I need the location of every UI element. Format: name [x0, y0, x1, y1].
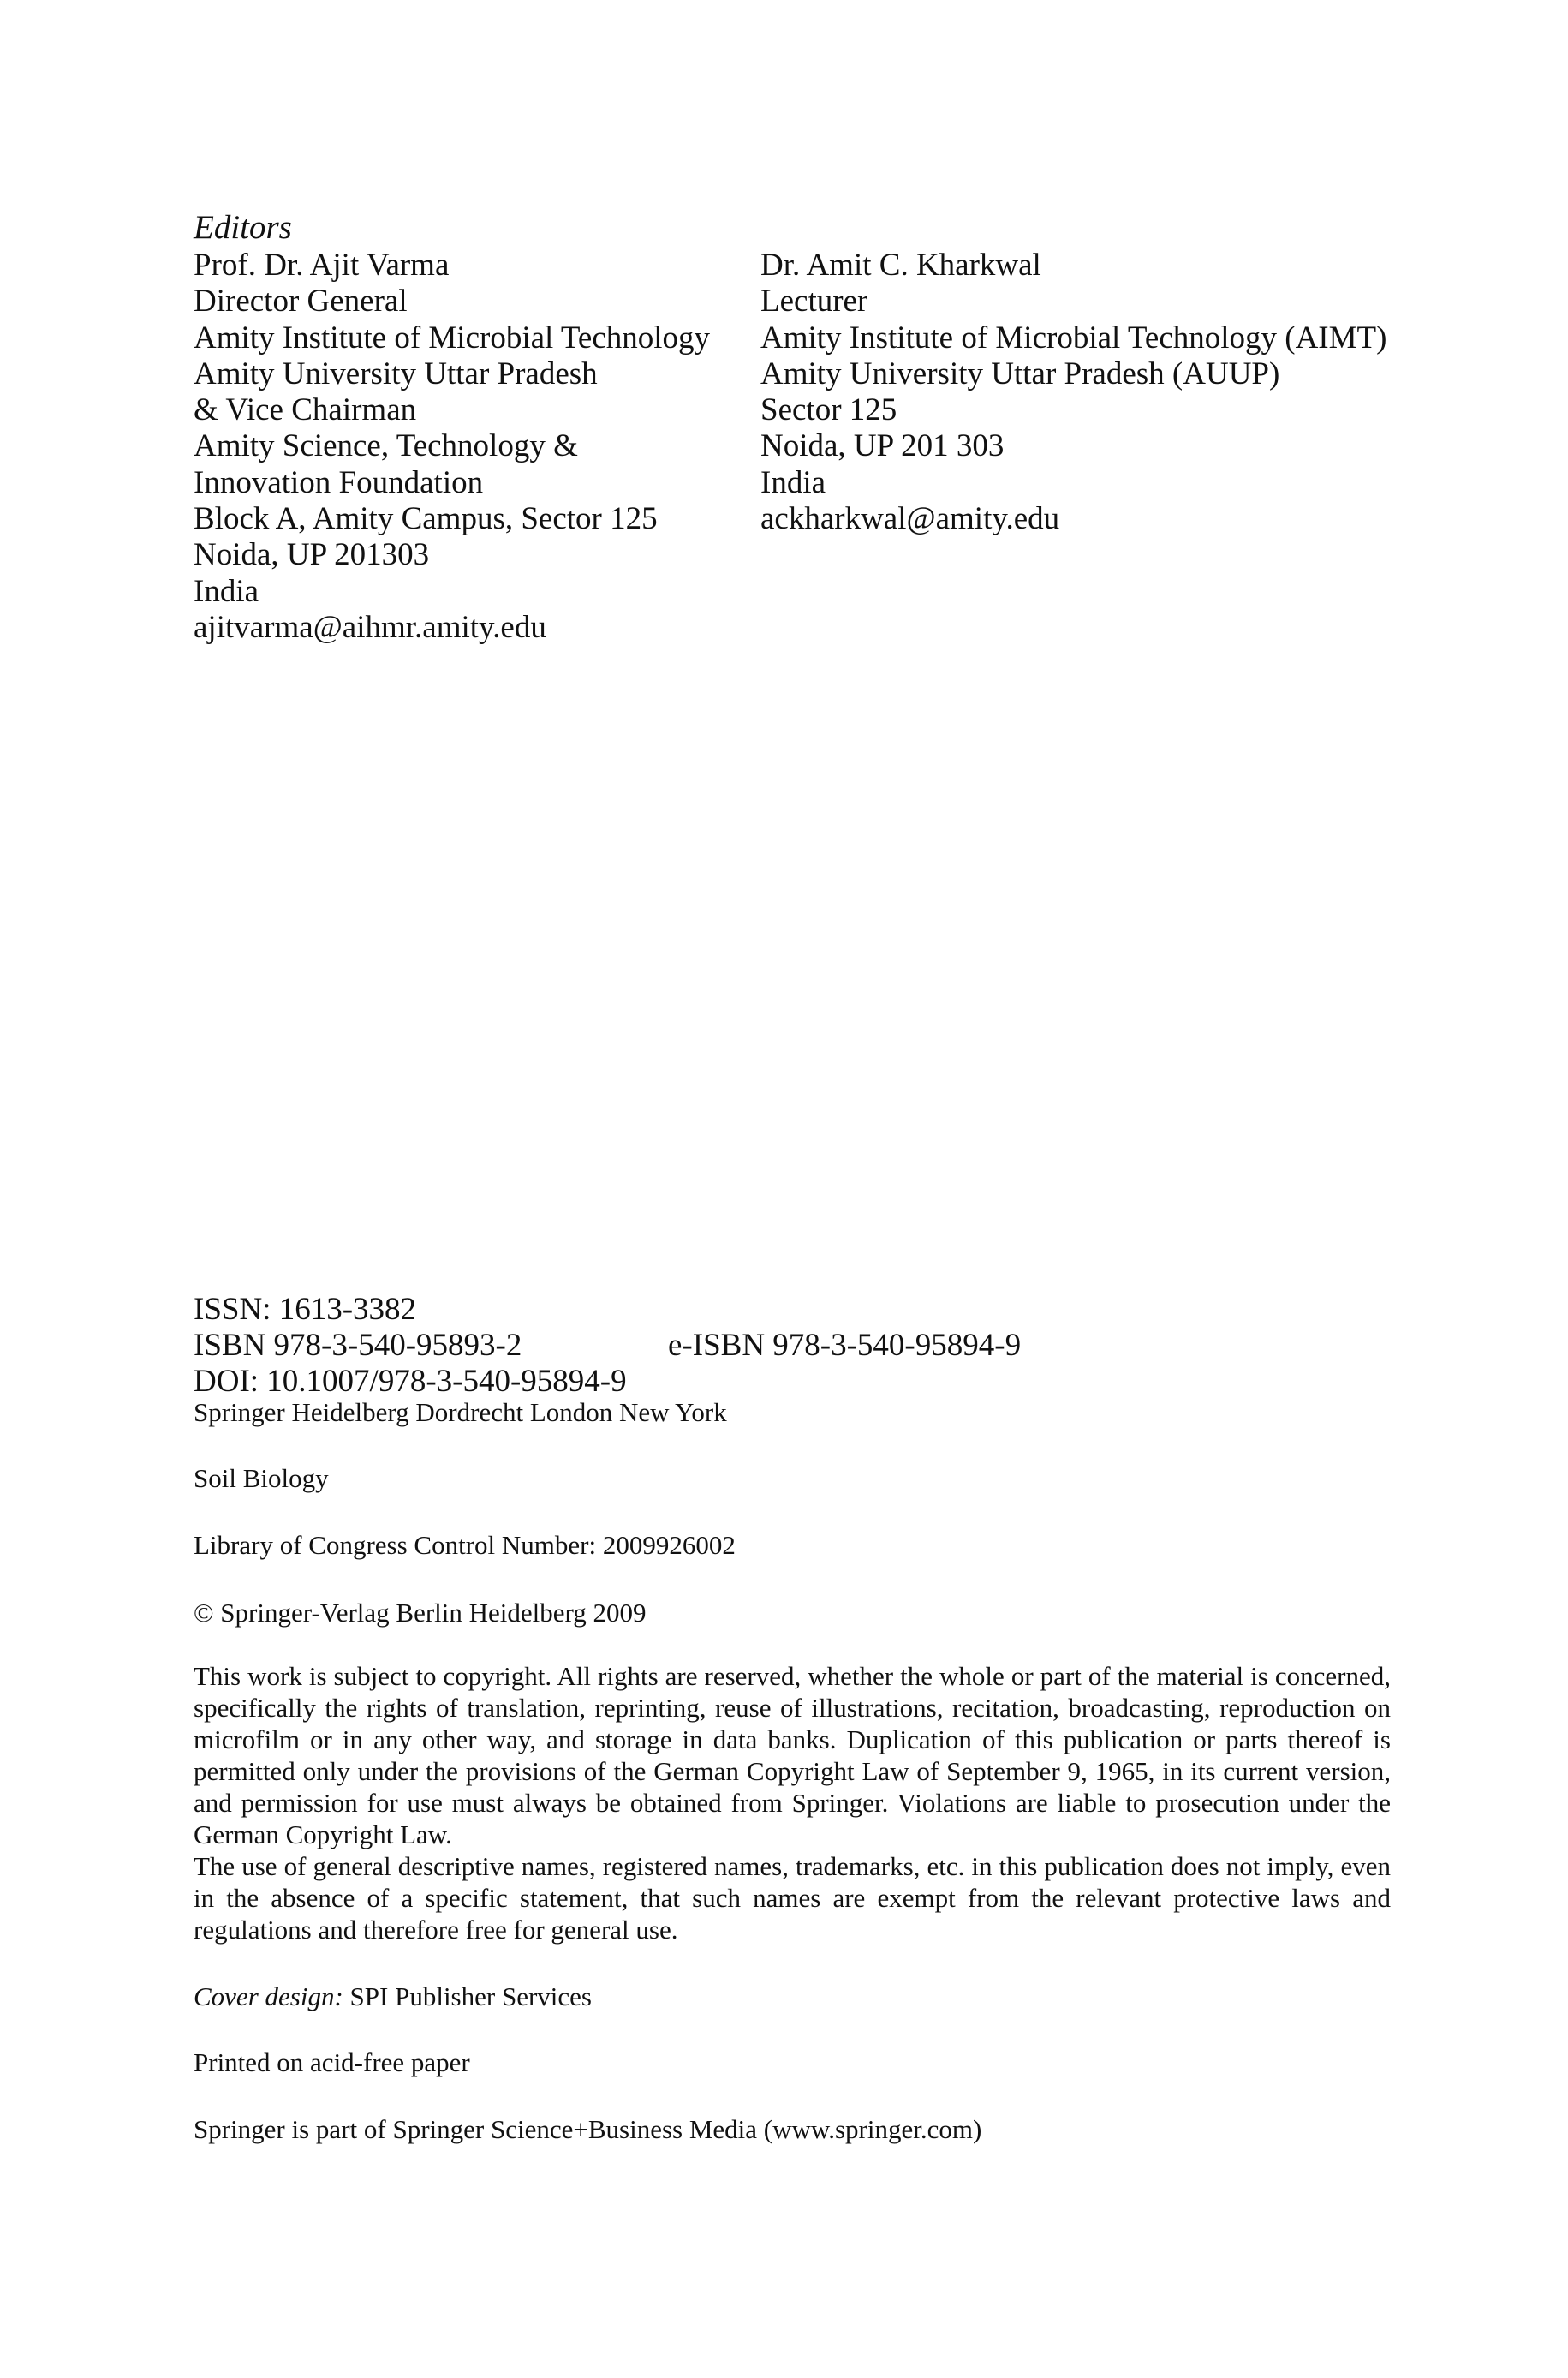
editor-right-line: Lecturer — [760, 284, 868, 320]
editor-right-line: India — [760, 464, 826, 500]
editor-right-name: Dr. Amit C. Kharkwal — [760, 248, 1041, 283]
editor-left-line: Amity Institute of Microbial Technology — [194, 320, 711, 356]
editor-left-line: India — [194, 573, 259, 609]
editor-left-line: Amity University Uttar Pradesh — [194, 356, 598, 391]
editor-left-line: & Vice Chairman — [194, 392, 417, 428]
editor-left-email: ajitvarma@aihmr.amity.edu — [194, 609, 546, 645]
editor-right-block — [760, 248, 1446, 537]
editor-left-line: Innovation Foundation — [194, 464, 484, 500]
editor-left-line: Noida, UP 201303 — [194, 537, 430, 573]
editor-right-line: Amity University Uttar Pradesh (AUUP) — [760, 356, 1280, 391]
rights-statement — [194, 1660, 1391, 1945]
publisher-line: Springer Heidelberg Dordrecht London New York — [194, 1397, 727, 1427]
identifiers-block — [194, 1292, 1392, 1400]
paper-note: Printed on acid-free paper — [194, 2047, 470, 2077]
editor-left-line: Amity Science, Technology & — [194, 428, 578, 464]
issn-line: ISSN: 1613-3382 — [194, 1292, 417, 1327]
editor-left-line: Director General — [194, 284, 408, 320]
editor-right-line: Noida, UP 201 303 — [760, 428, 1005, 464]
rights-paragraph-1: This work is subject to copyright. All rights are reserved, whether the whole or part of the material is concerned, specifically the rights of translation, reprinting, reuse of illustrations, recitation, broadcasting, reproduction on microfilm or in any other way, and storage in data banks. Duplication of this publication or parts thereof is permitted only under the provisions of the German Copyright Law of September 9, 1965, in its current version, and permission for use must always be obtained from Springer. Violations are liable to prosecution under the German Copyright Law. — [194, 1661, 1391, 1849]
series-title: Soil Biology — [194, 1463, 329, 1493]
isbn-row — [194, 1328, 1392, 1364]
editor-left-name: Prof. Dr. Ajit Varma — [194, 248, 450, 283]
editor-left-line: Block A, Amity Campus, Sector 125 — [194, 501, 658, 537]
editor-right-email: ackharkwal@amity.edu — [760, 501, 1060, 537]
copyright-line: © Springer-Verlag Berlin Heidelberg 2009 — [194, 1598, 647, 1628]
editors-heading: Editors — [194, 209, 292, 246]
editor-right-line: Amity Institute of Microbial Technology (AIMT) — [760, 320, 1387, 356]
lccn-line: Library of Congress Control Number: 2009926002 — [194, 1530, 736, 1560]
cover-design-line — [194, 1981, 1391, 2012]
rights-paragraph-2: The use of general descriptive names, registered names, trademarks, etc. in this publication does not imply, even in the absence of a specific statement, that such names are exempt from the relevant protective laws and regulations and therefore free for general use. — [194, 1851, 1391, 1945]
eisbn-line: e-ISBN 978-3-540-95894-9 — [668, 1328, 1022, 1363]
editor-left-block — [194, 248, 742, 646]
cover-design-label: Cover design: — [194, 1981, 343, 2011]
cover-design-value: SPI Publisher Services — [349, 1981, 592, 2011]
springer-note: Springer is part of Springer Science+Business Media (www.springer.com) — [194, 2114, 982, 2144]
editor-right-line: Sector 125 — [760, 392, 897, 428]
isbn-line: ISBN 978-3-540-95893-2 — [194, 1328, 522, 1363]
doi-line: DOI: 10.1007/978-3-540-95894-9 — [194, 1364, 627, 1399]
